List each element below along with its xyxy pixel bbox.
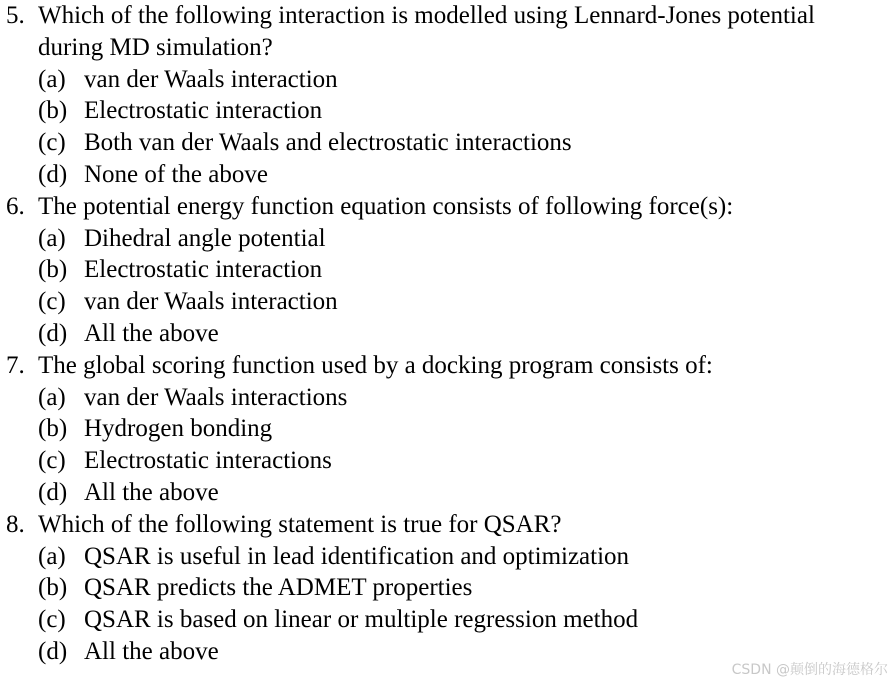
- question-text: Which of the following interaction is modelled using Lennard-Jones potential: [38, 2, 815, 29]
- option-text: QSAR is useful in lead identification and optimization: [84, 542, 630, 570]
- option-text: All the above: [84, 320, 219, 347]
- option-label: (c): [38, 129, 66, 157]
- option-text: Dihedral angle potential: [84, 224, 326, 252]
- question-number: 8.: [6, 510, 25, 538]
- option-label: (b): [38, 256, 68, 284]
- option-text: All the above: [84, 479, 219, 506]
- option-label: (d): [38, 161, 68, 188]
- question-text: The potential energy function equation consists of following force(s):: [38, 192, 734, 220]
- question-text: The global scoring function used by a docking program consists of:: [38, 351, 713, 379]
- option-label: (a): [38, 224, 66, 252]
- option-text: Electrostatic interactions: [84, 447, 332, 475]
- option-text: Electrostatic interaction: [84, 256, 323, 284]
- option-text: van der Waals interaction: [84, 65, 338, 93]
- option-text: QSAR predicts the ADMET properties: [84, 574, 473, 602]
- option-text: van der Waals interaction: [84, 288, 338, 316]
- option-label: (a): [38, 65, 66, 93]
- option-text: QSAR is based on linear or multiple regression method: [84, 606, 639, 634]
- question-number: 5.: [6, 2, 25, 29]
- option-label: (d): [38, 320, 68, 347]
- option-label: (b): [38, 415, 68, 443]
- question-number: 7.: [6, 351, 25, 379]
- option-label: (c): [38, 447, 66, 475]
- option-text: None of the above: [84, 161, 268, 188]
- option-text: Electrostatic interaction: [84, 97, 323, 125]
- option-label: (c): [38, 288, 66, 316]
- option-text: Both van der Waals and electrostatic interactions: [84, 129, 572, 157]
- question-number: 6.: [6, 192, 25, 220]
- question-text: during MD simulation?: [38, 33, 273, 61]
- option-label: (c): [38, 606, 66, 634]
- option-label: (b): [38, 574, 68, 602]
- option-text: All the above: [84, 638, 219, 665]
- option-text: van der Waals interactions: [84, 383, 348, 411]
- option-label: (a): [38, 542, 66, 570]
- csdn-watermark: CSDN @颠倒的海德格尔: [731, 662, 888, 678]
- option-label: (d): [38, 638, 68, 665]
- option-text: Hydrogen bonding: [84, 415, 273, 443]
- option-label: (b): [38, 97, 68, 125]
- question-text: Which of the following statement is true for QSAR?: [38, 510, 562, 538]
- option-label: (a): [38, 383, 66, 411]
- option-label: (d): [38, 479, 68, 506]
